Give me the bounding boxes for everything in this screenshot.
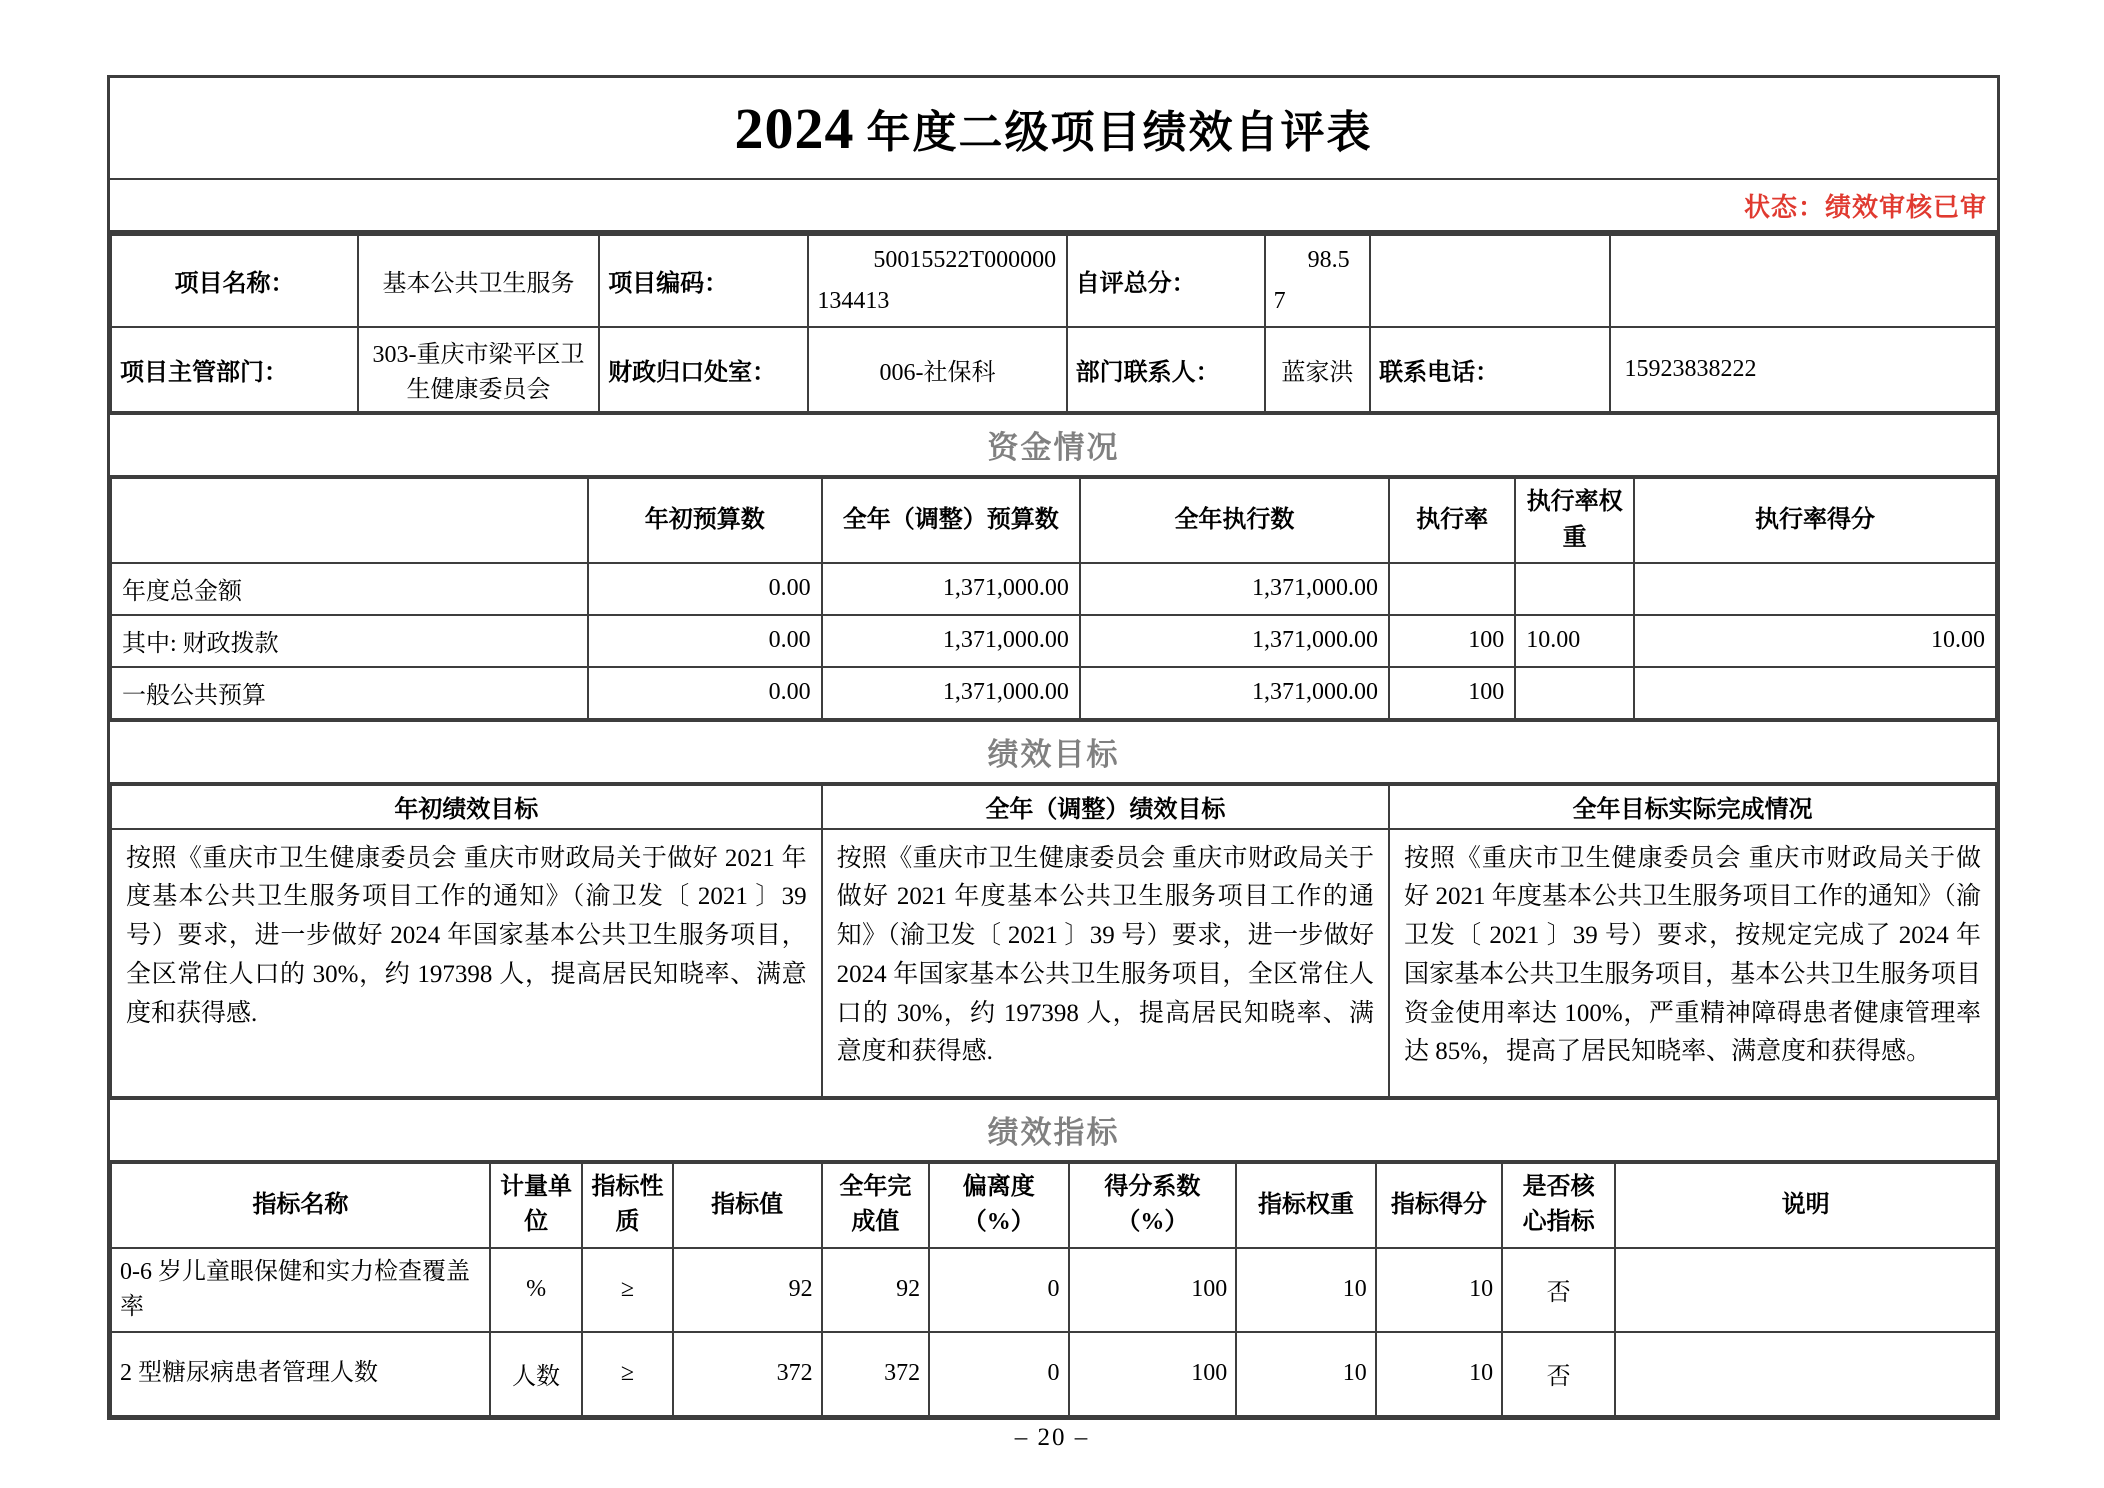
funding-header-rate-score: 执行率得分 — [1634, 478, 1996, 563]
project-name-value: 基本公共卫生服务 — [358, 235, 599, 327]
indicator-header-weight: 指标权重 — [1236, 1163, 1375, 1248]
indicator-header-nature: 指标性质 — [582, 1163, 672, 1248]
funding-row-total — [111, 563, 1996, 615]
indicator-core: 否 — [1502, 1248, 1615, 1332]
goal-initial-text: 按照《重庆市卫生健康委员会 重庆市财政局关于做好 2021 年度基本公共卫生服务项目工作的通知》（渝卫发〔 2021 〕39 号）要求，进一步做好 2024 年国家基本公共卫生服务项目，全区常住人口的 30%，约 197398 人，提高居民知晓率、满意度和获得感. — [111, 829, 822, 1097]
indicator-header-target: 指标值 — [673, 1163, 822, 1248]
indicator-unit: 人数 — [490, 1332, 582, 1416]
indicator-weight: 10 — [1236, 1332, 1375, 1416]
funding-header-initial-budget: 年初预算数 — [588, 478, 822, 563]
funding-row-label: 其中: 财政拨款 — [111, 615, 588, 667]
funding-adjusted-budget: 1,371,000.00 — [822, 667, 1080, 719]
goals-header-row — [111, 785, 1996, 829]
info-row-1 — [111, 235, 1996, 327]
indicator-header-actual: 全年完成值 — [822, 1163, 929, 1248]
goals-body-row — [111, 829, 1996, 1097]
finance-office-label: 财政归口处室： — [599, 327, 808, 412]
indicators-header-row — [111, 1163, 1996, 1248]
indicator-note — [1615, 1248, 1996, 1332]
funding-rate-weight — [1515, 667, 1634, 719]
indicator-target: 372 — [673, 1332, 822, 1416]
department-value: 303-重庆市梁平区卫生健康委员会 — [358, 327, 599, 412]
indicator-deviation: 0 — [929, 1332, 1068, 1416]
funding-header-row — [111, 478, 1996, 563]
funding-row-label: 一般公共预算 — [111, 667, 588, 719]
info-row-2 — [111, 327, 1996, 412]
funding-executed: 1,371,000.00 — [1080, 667, 1389, 719]
phone-value: 15923838222 — [1610, 327, 1996, 412]
indicator-header-name: 指标名称 — [111, 1163, 490, 1248]
finance-office-value: 006-社保科 — [808, 327, 1066, 412]
project-info-table — [110, 234, 1997, 413]
funding-row-label: 年度总金额 — [111, 563, 588, 615]
goals-header-actual: 全年目标实际完成情况 — [1389, 785, 1996, 829]
page-number: – 20 – — [1014, 1424, 1090, 1451]
indicator-weight: 10 — [1236, 1248, 1375, 1332]
funding-header-adjusted-budget: 全年（调整）预算数 — [822, 478, 1080, 563]
project-name-label: 项目名称： — [111, 235, 358, 327]
funding-header-rate: 执行率 — [1389, 478, 1515, 563]
project-code-label: 项目编码： — [599, 235, 808, 327]
self-score-value: 98.57 — [1265, 235, 1371, 327]
indicator-row-2 — [111, 1332, 1996, 1416]
department-label: 项目主管部门： — [111, 327, 358, 412]
funding-executed: 1,371,000.00 — [1080, 563, 1389, 615]
indicator-header-note: 说明 — [1615, 1163, 1996, 1248]
goal-actual-text: 按照《重庆市卫生健康委员会 重庆市财政局关于做好 2021 年度基本公共卫生服务项目工作的通知》（渝卫发〔 2021 〕39 号）要求，按规定完成了 2024 年国家基本公共卫生服务项目，基本公共卫生服务项目资金使用率达 100%，严重精神障碍患者健康管理率达 85%，提高了居民知晓率、满意度和获得感。 — [1389, 829, 1996, 1097]
indicator-header-coefficient: 得分系数（%） — [1069, 1163, 1237, 1248]
section-title-goals: 绩效目标 — [110, 720, 1997, 784]
funding-rate — [1389, 563, 1515, 615]
goal-adjusted-text: 按照《重庆市卫生健康委员会 重庆市财政局关于做好 2021 年度基本公共卫生服务项目工作的通知》（渝卫发〔 2021 〕39 号）要求，进一步做好 2024 年国家基本公共卫生服务项目，全区常住人口的 30%，约 197398 人，提高居民知晓率、满意度和获得感. — [822, 829, 1389, 1097]
funding-initial-budget: 0.00 — [588, 563, 822, 615]
title-year: 2024 — [734, 95, 855, 161]
status-row — [110, 180, 1997, 234]
indicator-coefficient: 100 — [1069, 1248, 1237, 1332]
indicator-header-deviation: 偏离度（%） — [929, 1163, 1068, 1248]
indicators-table — [110, 1162, 1997, 1417]
indicator-coefficient: 100 — [1069, 1332, 1237, 1416]
funding-header-rate-weight: 执行率权重 — [1515, 478, 1634, 563]
indicator-header-unit: 计量单位 — [490, 1163, 582, 1248]
empty-cell-1 — [1370, 235, 1609, 327]
indicator-nature: ≥ — [582, 1248, 672, 1332]
funding-adjusted-budget: 1,371,000.00 — [822, 615, 1080, 667]
title-row — [110, 78, 1997, 180]
project-code-value: 50015522T000000134413 — [808, 235, 1066, 327]
phone-label: 联系电话： — [1370, 327, 1609, 412]
status-badge: 状态：绩效审核已审 — [1743, 192, 1987, 222]
funding-adjusted-budget: 1,371,000.00 — [822, 563, 1080, 615]
goals-table — [110, 784, 1997, 1098]
page-title: 年度二级项目绩效自评表 — [866, 108, 1373, 157]
indicator-header-core: 是否核心指标 — [1502, 1163, 1615, 1248]
indicator-header-score: 指标得分 — [1376, 1163, 1502, 1248]
funding-rate-score: 10.00 — [1634, 615, 1996, 667]
indicator-unit: % — [490, 1248, 582, 1332]
indicator-score: 10 — [1376, 1332, 1502, 1416]
indicator-actual: 92 — [822, 1248, 929, 1332]
goals-header-initial: 年初绩效目标 — [111, 785, 822, 829]
indicator-target: 92 — [673, 1248, 822, 1332]
funding-rate: 100 — [1389, 615, 1515, 667]
funding-rate-score — [1634, 667, 1996, 719]
indicator-core: 否 — [1502, 1332, 1615, 1416]
funding-rate: 100 — [1389, 667, 1515, 719]
funding-header-blank — [111, 478, 588, 563]
indicator-row-1 — [111, 1248, 1996, 1332]
funding-header-executed: 全年执行数 — [1080, 478, 1389, 563]
indicator-name: 2 型糖尿病患者管理人数 — [111, 1332, 490, 1416]
funding-initial-budget: 0.00 — [588, 667, 822, 719]
contact-person-value: 蓝家洪 — [1265, 327, 1371, 412]
goals-header-adjusted: 全年（调整）绩效目标 — [822, 785, 1389, 829]
contact-person-label: 部门联系人： — [1067, 327, 1265, 412]
indicator-name: 0-6 岁儿童眼保健和实力检查覆盖率 — [111, 1248, 490, 1332]
section-title-funding: 资金情况 — [110, 413, 1997, 477]
funding-row-public-budget — [111, 667, 1996, 719]
section-title-indicators: 绩效指标 — [110, 1098, 1997, 1162]
self-score-label: 自评总分： — [1067, 235, 1265, 327]
funding-rate-score — [1634, 563, 1996, 615]
empty-cell-2 — [1610, 235, 1996, 327]
indicator-actual: 372 — [822, 1332, 929, 1416]
funding-executed: 1,371,000.00 — [1080, 615, 1389, 667]
indicator-note — [1615, 1332, 1996, 1416]
indicator-deviation: 0 — [929, 1248, 1068, 1332]
funding-initial-budget: 0.00 — [588, 615, 822, 667]
funding-table — [110, 477, 1997, 720]
funding-row-fiscal — [111, 615, 1996, 667]
funding-rate-weight — [1515, 563, 1634, 615]
indicator-nature: ≥ — [582, 1332, 672, 1416]
evaluation-form — [107, 75, 2000, 1420]
indicator-score: 10 — [1376, 1248, 1502, 1332]
funding-rate-weight: 10.00 — [1515, 615, 1634, 667]
